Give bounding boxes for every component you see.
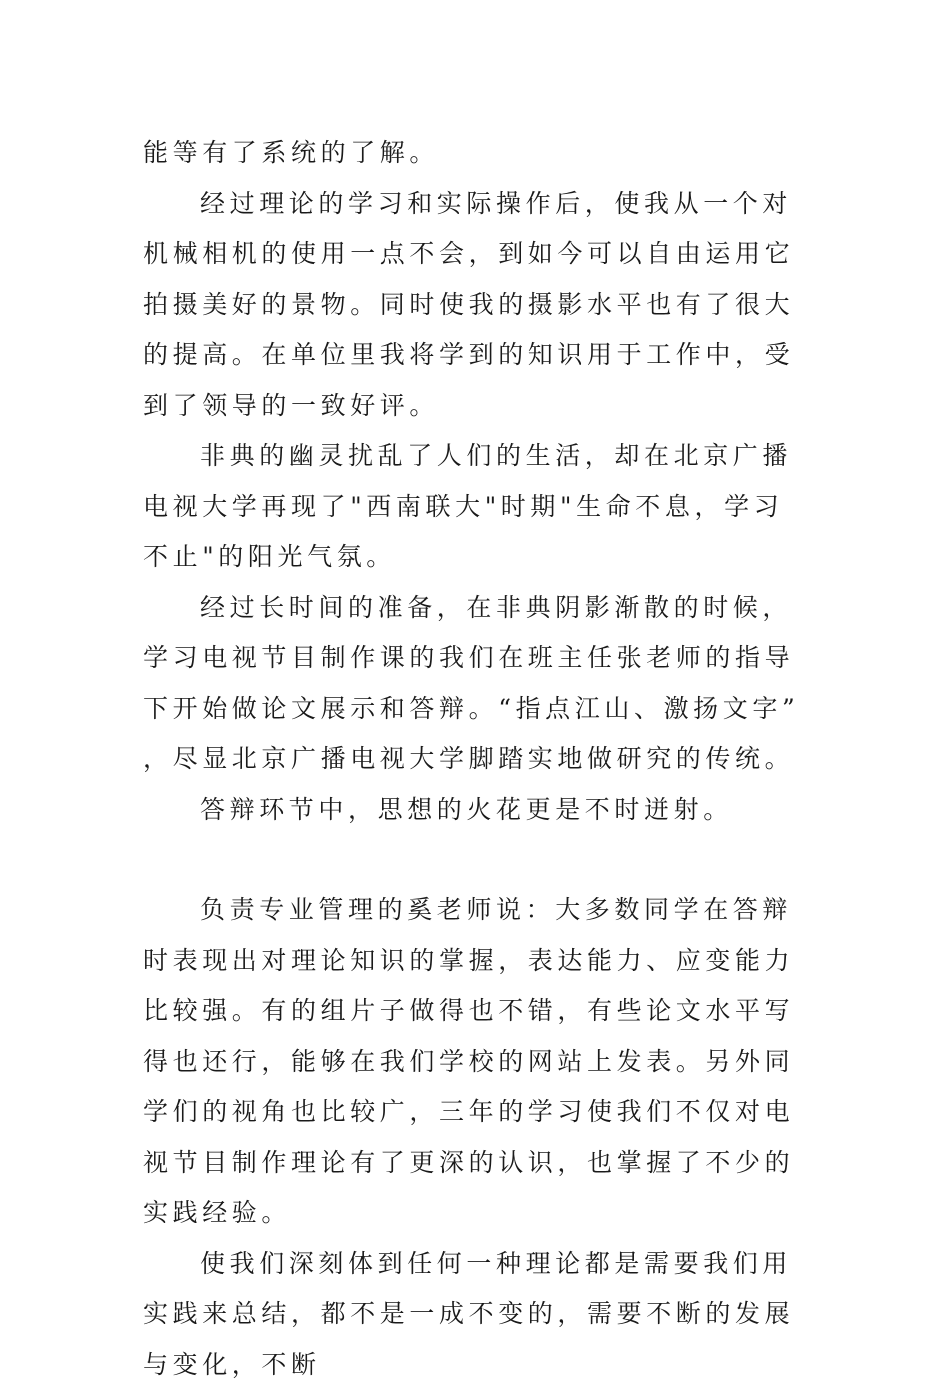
paragraph-sars-atmosphere: 非典的幽灵扰乱了人们的生活，却在北京广播电视大学再现了"西南联大"时期"生命不息，学习不止"的阳光气氛。 — [143, 431, 808, 583]
paragraph-gap — [143, 835, 808, 885]
paragraph-continuation: 能等有了系统的了解。 — [143, 128, 808, 179]
paragraph-defense-sparks: 答辩环节中，思想的火花更是不时迸射。 — [143, 785, 808, 836]
document-body — [143, 128, 808, 1390]
paragraph-thesis-defense: 经过长时间的准备，在非典阴影渐散的时候，学习电视节目制作课的我们在班主任张老师的指导下开始做论文展示和答辩。“指点江山、激扬文字”，尽显北京广播电视大学脚踏实地做研究的传统。 — [143, 583, 808, 785]
paragraph-teacher-comment: 负责专业管理的奚老师说：大多数同学在答辩时表现出对理论知识的掌握，表达能力、应变能力比较强。有的组片子做得也不错，有些论文水平写得也还行，能够在我们学校的网站上发表。另外同学们的视角也比较广，三年的学习使我们不仅对电视节目制作理论有了更深的认识，也掌握了不少的实践经验。 — [143, 885, 808, 1239]
paragraph-theory-practice: 使我们深刻体到任何一种理论都是需要我们用实践来总结，都不是一成不变的，需要不断的发展与变化，不断 — [143, 1239, 808, 1390]
paragraph-camera-learning: 经过理论的学习和实际操作后，使我从一个对机械相机的使用一点不会，到如今可以自由运用它拍摄美好的景物。同时使我的摄影水平也有了很大的提高。在单位里我将学到的知识用于工作中，受到了领导的一致好评。 — [143, 179, 808, 432]
